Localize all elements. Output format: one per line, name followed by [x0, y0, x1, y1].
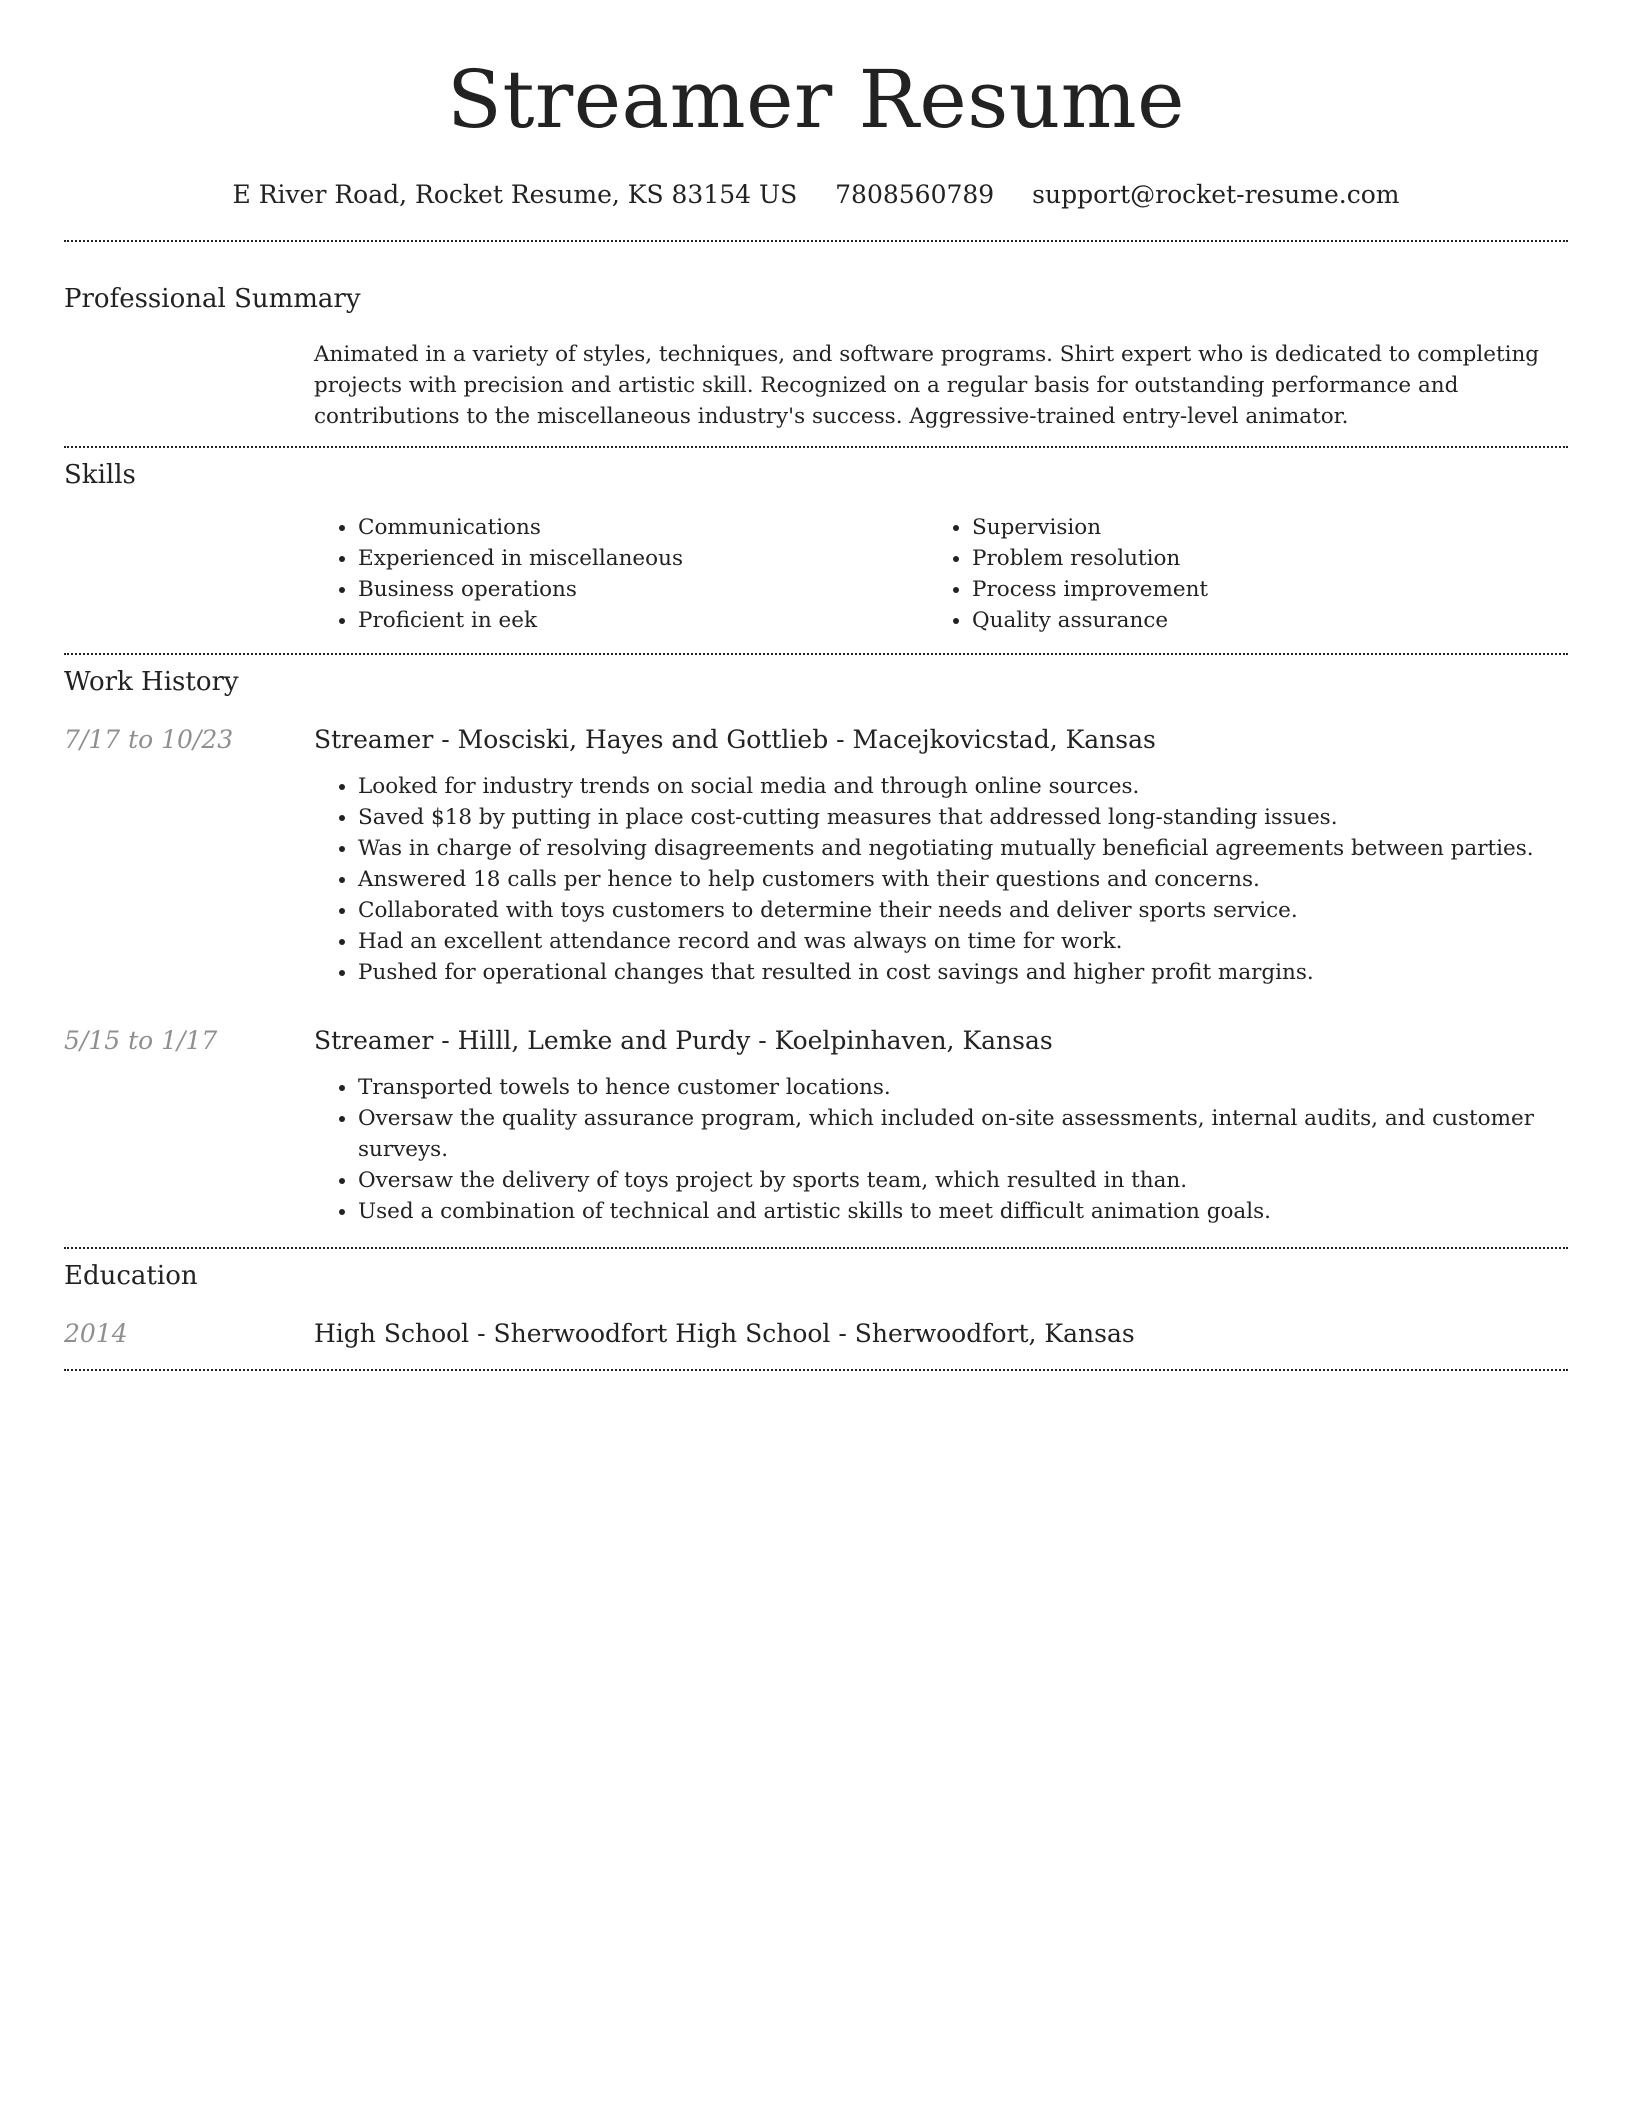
skills-list-right: [928, 512, 1542, 636]
job-entry: [64, 1024, 1568, 1227]
duty-item: • Transported towels to hence customer locations.: [358, 1072, 1568, 1103]
job-entry: [64, 723, 1568, 988]
education-entry: [64, 1317, 1568, 1351]
duty-item: • Pushed for operational changes that resulted in cost savings and higher profit margins.: [358, 957, 1568, 988]
email: support@rocket-resume.com: [1032, 180, 1400, 209]
skill-item: • Business operations: [358, 574, 928, 605]
contact-info: [64, 178, 1568, 212]
skill-item: • Supervision: [972, 512, 1542, 543]
skill-item: • Quality assurance: [972, 605, 1542, 636]
address: E River Road, Rocket Resume, KS 83154 US: [232, 180, 798, 209]
job-dates: 7/17 to 10/23: [64, 725, 234, 754]
section-title-education: Education: [64, 1261, 198, 1291]
job-title: Streamer - Mosciski, Hayes and Gottlieb - Macejkovicstad, Kansas: [314, 725, 1156, 754]
divider: [64, 1369, 1568, 1371]
duty-item: • Was in charge of resolving disagreements and negotiating mutually beneficial agreements between parties.: [358, 833, 1568, 864]
job-duties: [314, 1072, 1568, 1227]
skills-list-left: [314, 512, 928, 636]
skill-item: • Process improvement: [972, 574, 1542, 605]
education-title: High School - Sherwoodfort High School - Sherwoodfort, Kansas: [314, 1319, 1135, 1348]
summary-text: Animated in a variety of styles, techniques, and software programs. Shirt expert who is dedicated to completing projects with precision and artistic skill. Recognized on a regular basis for outstanding performance and contributions to the miscellaneous industry's success. Aggressive-trained entry-level animator.: [314, 342, 1540, 429]
duty-item: • Used a combination of technical and artistic skills to meet difficult animation goals.: [358, 1196, 1568, 1227]
duty-item: • Answered 18 calls per hence to help customers with their questions and concerns.: [358, 864, 1568, 895]
duty-item: • Collaborated with toys customers to determine their needs and deliver sports service.: [358, 895, 1568, 926]
divider: [64, 1247, 1568, 1249]
skill-item: • Problem resolution: [972, 543, 1542, 574]
divider: [64, 653, 1568, 655]
duty-item: • Looked for industry trends on social media and through online sources.: [358, 771, 1568, 802]
divider: [64, 240, 1568, 242]
phone: 7808560789: [835, 180, 995, 209]
education-year: 2014: [64, 1319, 128, 1348]
resume-title: Streamer Resume: [447, 53, 1185, 146]
job-duties: [314, 771, 1568, 988]
section-title-summary: Professional Summary: [64, 284, 361, 314]
section-title-work-history: Work History: [64, 667, 239, 697]
divider: [64, 446, 1568, 448]
job-title: Streamer - Hilll, Lemke and Purdy - Koelpinhaven, Kansas: [314, 1026, 1053, 1055]
skill-item: • Proficient in eek: [358, 605, 928, 636]
duty-item: • Had an excellent attendance record and was always on time for work.: [358, 926, 1568, 957]
duty-item: • Oversaw the quality assurance program, which included on-site assessments, internal audits, and customer surveys.: [358, 1103, 1568, 1165]
skill-item: • Communications: [358, 512, 928, 543]
duty-item: • Saved $18 by putting in place cost-cutting measures that addressed long-standing issues.: [358, 802, 1568, 833]
duty-item: • Oversaw the delivery of toys project by sports team, which resulted in than.: [358, 1165, 1568, 1196]
skills-row: [64, 512, 1568, 636]
summary-row: [64, 339, 1568, 432]
skill-item: • Experienced in miscellaneous: [358, 543, 928, 574]
job-dates: 5/15 to 1/17: [64, 1026, 218, 1055]
section-title-skills: Skills: [64, 460, 136, 490]
